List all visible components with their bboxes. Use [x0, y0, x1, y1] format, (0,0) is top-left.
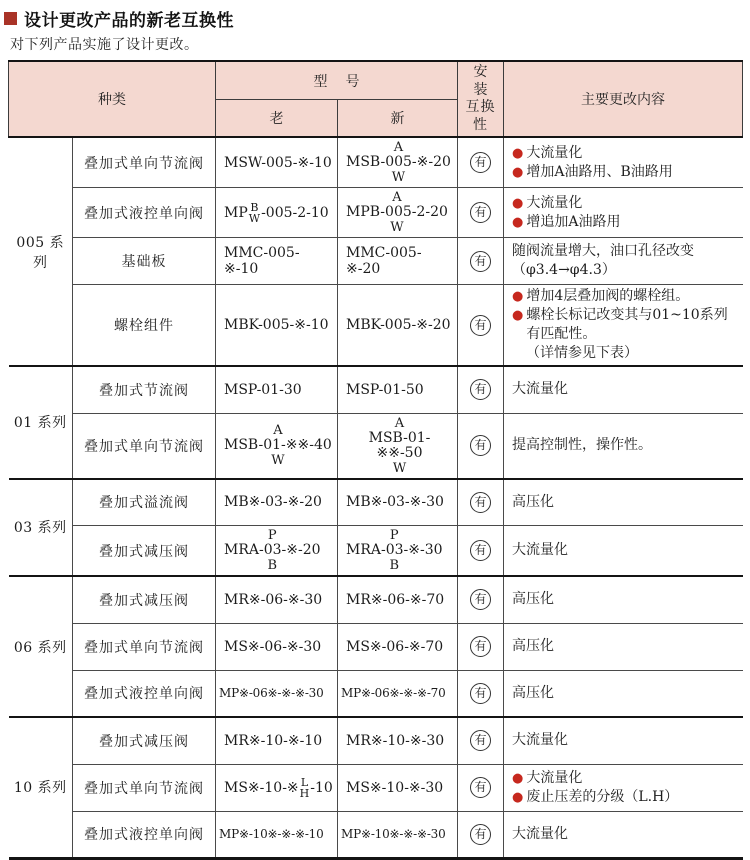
model-text: MS※-10-※-30 [346, 779, 444, 796]
model-text: MSP-01-30 [224, 381, 302, 398]
model-stack-bottom: W [391, 170, 406, 185]
change-line: （φ3.4→φ4.3） [512, 262, 616, 278]
change-line: 随阀流量增大，油口孔径改变 [512, 243, 694, 259]
product-cell: 叠加式减压阀 [73, 717, 216, 764]
model-text: MR※-06-※-30 [224, 591, 323, 608]
product-cell: 叠加式减压阀 [73, 576, 216, 623]
old-model-cell [216, 576, 338, 623]
new-model-cell [338, 670, 458, 717]
old-model-cell [216, 479, 338, 526]
model-substack-char: H [299, 786, 310, 800]
bullet-icon: ● [512, 289, 524, 304]
interop-yes-mark: 有 [470, 492, 491, 513]
header-old-label: 老 [269, 111, 284, 128]
model-substack-char: B [250, 200, 259, 214]
product-cell: 叠加式溢流阀 [73, 479, 216, 526]
interop-yes-mark: 有 [470, 777, 491, 798]
bullet-icon: ● [512, 770, 524, 786]
table-row [9, 137, 743, 188]
model-post: -005-2-10 [261, 204, 329, 221]
model-substack-char: L [300, 775, 309, 789]
new-model-cell [338, 137, 458, 188]
change-content-cell [504, 366, 743, 413]
change-bullet-row [512, 194, 739, 213]
interop-cell [458, 479, 504, 526]
model-substack [300, 777, 310, 799]
model-text: MP※-06※-※-※-70 [341, 686, 446, 701]
change-bullet-text: 大流量化 [526, 144, 583, 161]
bullet-icon: ● [512, 308, 524, 323]
bullet-icon: ● [512, 214, 524, 230]
series-cell: 06 系列 [9, 576, 73, 717]
model-stacked [346, 416, 453, 476]
model-text: MR※-10-※-10 [224, 732, 323, 749]
change-note: （详情参见下表） [526, 345, 638, 361]
interop-cell [458, 764, 504, 811]
product-cell: 基础板 [73, 238, 216, 285]
series-cell: 005 系列 [9, 137, 73, 366]
model-stack-bottom: W [390, 220, 404, 235]
model-stack-mid: MPB-005-2-20 [346, 204, 448, 220]
interop-yes-mark: 有 [470, 251, 491, 272]
model-stack-bottom: W [271, 453, 285, 468]
bullet-icon: ● [512, 789, 524, 805]
interop-yes-mark: 有 [470, 152, 491, 173]
model-text: MMC-005-※-10 [224, 245, 300, 277]
model-text: MB※-03-※-20 [224, 494, 322, 511]
header-model [216, 61, 458, 100]
product-cell: 叠加式节流阀 [73, 366, 216, 413]
model-stack-bottom: B [267, 558, 278, 573]
new-model-cell [338, 576, 458, 623]
change-bullet-row [512, 306, 739, 344]
interop-yes-mark: 有 [470, 379, 491, 400]
change-bullet-text: 螺栓长标记改变其与01~10系列有匹配性。 [526, 307, 728, 342]
model-stacked [224, 423, 332, 468]
change-content-cell [504, 479, 743, 526]
table-row [9, 623, 743, 670]
product-cell: 叠加式减压阀 [73, 526, 216, 577]
change-content-cell [504, 764, 743, 811]
new-model-cell [338, 285, 458, 367]
change-text: 大流量化 [512, 732, 568, 749]
series-group [9, 717, 743, 858]
change-text: 高压化 [512, 638, 554, 654]
change-text: 高压化 [512, 684, 554, 701]
model-substack-char: W [248, 211, 261, 225]
table-row [9, 285, 743, 367]
interop-cell [458, 811, 504, 858]
change-content-cell [504, 670, 743, 717]
header-new [338, 100, 458, 137]
model-stack-mid: MSB-01-※※-50 [368, 429, 431, 461]
table-header [9, 61, 743, 137]
table-row [9, 764, 743, 811]
model-text: MS※-06-※-30 [224, 638, 322, 655]
interop-yes-mark: 有 [470, 683, 491, 704]
interop-cell [458, 188, 504, 238]
change-bullet-text: 增追加A油路用 [526, 213, 621, 230]
header-interop-line2: 互换性 [465, 99, 496, 133]
change-bullet-text: 废止压差的分级（L.H） [526, 788, 679, 805]
interop-cell [458, 576, 504, 623]
model-stacked [346, 140, 451, 185]
table-row [9, 811, 743, 858]
interop-yes-mark: 有 [470, 824, 491, 845]
model-stack-top: P [267, 528, 277, 543]
change-content-cell [504, 137, 743, 188]
model-stack-top: P [389, 528, 399, 543]
product-cell: 螺栓组件 [73, 285, 216, 367]
new-model-cell [338, 811, 458, 858]
change-bullet-row [512, 287, 739, 306]
series-group [9, 576, 743, 717]
change-content-cell [504, 526, 743, 577]
change-bullet-row [512, 163, 739, 182]
old-model-cell [216, 285, 338, 367]
interchangeability-table [8, 60, 743, 860]
interop-yes-mark: 有 [470, 730, 491, 751]
page-title-row [4, 6, 750, 31]
table-row [9, 717, 743, 764]
model-text: MP※-06※-※-※-30 [219, 686, 324, 701]
model-text: MS※-06-※-70 [346, 638, 444, 655]
new-model-cell [338, 526, 458, 577]
model-stack-top: A [393, 140, 404, 155]
model-text: MBK-005-※-20 [346, 317, 451, 333]
model-stacked [346, 190, 448, 235]
change-text: 高压化 [512, 591, 554, 608]
model-stack-mid: MRA-03-※-30 [346, 542, 443, 558]
model-mixed [224, 202, 329, 224]
old-model-cell [216, 764, 338, 811]
model-stacked [346, 528, 443, 573]
interop-yes-mark: 有 [470, 315, 491, 336]
interop-cell [458, 717, 504, 764]
model-substack [249, 202, 260, 224]
interop-yes-mark: 有 [470, 636, 491, 657]
model-stack-top: A [392, 190, 402, 205]
model-stack-mid: MSB-005-※-20 [346, 154, 451, 170]
header-content-label: 主要更改内容 [581, 92, 665, 108]
new-model-cell [338, 623, 458, 670]
change-text: 大流量化 [512, 542, 568, 558]
header-new-label: 新 [390, 111, 405, 128]
new-model-cell [338, 366, 458, 413]
interop-cell [458, 285, 504, 367]
change-bullet-text: 大流量化 [526, 769, 583, 786]
bullet-icon: ● [512, 195, 524, 211]
change-content-cell [504, 238, 743, 285]
header-kind [9, 61, 216, 137]
model-text: MR※-10-※-30 [346, 732, 445, 749]
model-text: MSW-005-※-10 [224, 154, 332, 171]
model-mixed [224, 777, 333, 799]
model-text: MMC-005-※-20 [346, 245, 422, 277]
new-model-cell [338, 238, 458, 285]
model-stack-bottom: W [392, 460, 407, 476]
table-row [9, 479, 743, 526]
page-title: 设计更改产品的新老互换性 [24, 11, 234, 31]
new-model-cell [338, 413, 458, 479]
interop-cell [458, 137, 504, 188]
new-model-cell [338, 764, 458, 811]
interop-cell [458, 526, 504, 577]
product-cell: 叠加式单向节流阀 [73, 137, 216, 188]
table-row [9, 366, 743, 413]
change-text: 大流量化 [512, 825, 568, 842]
series-group [9, 479, 743, 577]
header-old [216, 100, 338, 137]
old-model-cell [216, 526, 338, 577]
change-bullet-row [512, 788, 739, 807]
model-pre: MS※-10-※ [224, 779, 299, 796]
change-bullet-row [512, 144, 739, 163]
interop-cell [458, 366, 504, 413]
change-content-cell [504, 811, 743, 858]
old-model-cell [216, 238, 338, 285]
change-content-cell [504, 285, 743, 367]
new-model-cell [338, 479, 458, 526]
change-content-cell [504, 188, 743, 238]
old-model-cell [216, 717, 338, 764]
change-text: 高压化 [512, 493, 554, 510]
product-cell: 叠加式液控单向阀 [73, 670, 216, 717]
product-cell: 叠加式液控单向阀 [73, 188, 216, 238]
change-bullet-row [512, 769, 739, 788]
page-subtitle: 对下列产品实施了设计更改。 [10, 37, 199, 53]
old-model-cell [216, 188, 338, 238]
change-content-cell [504, 717, 743, 764]
model-stack-bottom: B [389, 558, 400, 573]
old-model-cell [216, 811, 338, 858]
model-stack-top: A [394, 415, 405, 431]
old-model-cell [216, 670, 338, 717]
change-text: 提高控制性，操作性。 [512, 437, 652, 453]
model-text: MP※-10※-※-※-10 [219, 827, 324, 841]
interop-cell [458, 238, 504, 285]
header-kind-label: 种类 [98, 92, 126, 108]
model-stack-mid: MRA-03-※-20 [224, 542, 321, 558]
model-text: MR※-06-※-70 [346, 591, 445, 608]
change-text: 大流量化 [512, 381, 568, 398]
interop-cell [458, 413, 504, 479]
header-model-label: 型号 [313, 73, 378, 90]
new-model-cell [338, 188, 458, 238]
product-cell: 叠加式单向节流阀 [73, 764, 216, 811]
change-content-cell [504, 576, 743, 623]
header-interop-line1: 安装 [473, 64, 502, 98]
change-bullet-text: 增加A油路用、B油路用 [526, 163, 673, 180]
model-text: MBK-005-※-10 [224, 317, 329, 333]
table-row [9, 188, 743, 238]
interop-yes-mark: 有 [470, 589, 491, 610]
series-group [9, 366, 743, 479]
model-pre: MP [224, 204, 248, 221]
interop-yes-mark: 有 [470, 540, 491, 561]
model-post: -10 [310, 779, 333, 796]
series-group [9, 137, 743, 366]
change-content-cell [504, 623, 743, 670]
bullet-icon: ● [512, 164, 524, 180]
bullet-icon: ● [512, 145, 524, 161]
interop-cell [458, 670, 504, 717]
table-row [9, 413, 743, 479]
change-bullet-text: 增加4层叠加阀的螺栓组。 [526, 288, 690, 304]
series-cell: 03 系列 [9, 479, 73, 577]
model-stacked [224, 528, 321, 573]
series-cell: 01 系列 [9, 366, 73, 479]
model-text: MSP-01-50 [346, 381, 424, 398]
interop-cell [458, 623, 504, 670]
product-cell: 叠加式液控单向阀 [73, 811, 216, 858]
interop-yes-mark: 有 [470, 202, 491, 223]
change-bullet-text: 大流量化 [526, 194, 583, 211]
model-text: MP※-10※-※-※-30 [341, 827, 446, 841]
header-content [504, 61, 743, 137]
model-stack-top: A [273, 423, 283, 438]
model-text: MB※-03-※-30 [346, 494, 444, 511]
title-square-icon [4, 12, 17, 25]
old-model-cell [216, 137, 338, 188]
old-model-cell [216, 366, 338, 413]
interop-yes-mark: 有 [470, 435, 491, 456]
series-cell: 10 系列 [9, 717, 73, 858]
change-bullet-row [512, 213, 739, 232]
header-interop [458, 61, 504, 137]
table-row [9, 576, 743, 623]
change-content-cell [504, 413, 743, 479]
product-cell: 叠加式单向节流阀 [73, 623, 216, 670]
new-model-cell [338, 717, 458, 764]
old-model-cell [216, 413, 338, 479]
table-row [9, 526, 743, 577]
old-model-cell [216, 623, 338, 670]
table-row [9, 238, 743, 285]
model-stack-mid: MSB-01-※※-40 [224, 437, 332, 453]
product-cell: 叠加式单向节流阀 [73, 413, 216, 479]
table-row [9, 670, 743, 717]
